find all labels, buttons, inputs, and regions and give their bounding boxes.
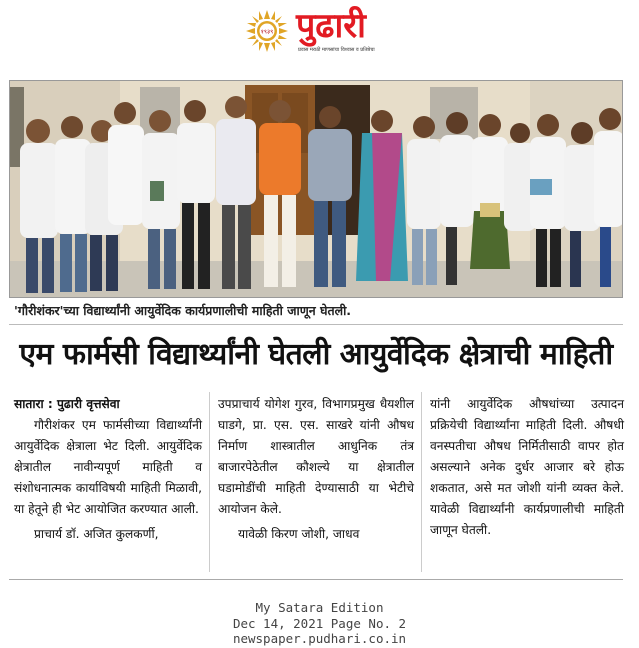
edition-site-link[interactable]: newspaper.pudhari.co.in bbox=[232, 631, 407, 646]
photo-caption: 'गौरीशंकर'च्या विद्यार्थ्यांनी आयुर्वेदिक कार्यप्रणालीची माहिती जाणून घेतली. bbox=[14, 303, 352, 318]
article-column-1 bbox=[14, 394, 202, 545]
article-dateline: सातारा : पुढारी वृत्तसेवा bbox=[14, 397, 120, 411]
article-paragraph: यांनी आयुर्वेदिक औषधांच्या उत्पादन प्रक्रियेची विद्यार्थ्यांना माहिती दिली. औषधी वनस्पतीचा औषध निर्मितीसाठी वापर होत असल्याने अनेक दुर्धर आजार बरे होऊ शकतात, असे मत जोशी यांनी व्यक्त केले. यावेळी विद्यार्थ्यांनी कार्यप्रणालीची माहिती जाणून घेतली. bbox=[430, 397, 624, 537]
pudhari-emblem-icon bbox=[246, 10, 288, 52]
article-headline: एम फार्मसी विद्यार्थ्यांनी घेतली आयुर्वेदिक क्षेत्राची माहिती bbox=[19, 337, 613, 372]
edition-footer bbox=[0, 600, 639, 647]
article-column-3 bbox=[430, 394, 624, 541]
article-paragraph: प्राचार्य डॉ. अजित कुलकर्णी, bbox=[34, 527, 159, 541]
footer-divider bbox=[9, 579, 623, 580]
group-photo bbox=[9, 80, 623, 298]
brand-logo: पुढारी bbox=[296, 6, 366, 46]
column-divider bbox=[421, 392, 422, 572]
edition-date-page: Dec 14, 2021 Page No. 2 bbox=[232, 615, 407, 631]
article-paragraph: उपप्राचार्य योगेश गुरव, विभागप्रमुख धैयशील घाडगे, प्रा. एस. एस. साखरे यांनी औषध निर्माण शास्त्रातील आधुनिक तंत्र बाजारपेठेतील कौशल्ये या क्षेत्रातील घडामोडींची माहिती देण्यासाठी या भेटीचे आयोजन केले. bbox=[218, 397, 414, 516]
article-column-2 bbox=[218, 394, 414, 545]
edition-name: My Satara Edition bbox=[255, 600, 384, 615]
brand-tagline: प्रवास मराठी माणसांचा विश्वास व प्रतिष्ठेचा bbox=[298, 47, 375, 53]
emblem-year: १९३९ bbox=[260, 28, 274, 36]
masthead bbox=[0, 0, 639, 74]
article-paragraph: यावेळी किरण जोशी, जाधव bbox=[238, 527, 360, 541]
article-paragraph: गौरीशंकर एम फार्मसीच्या विद्यार्थ्यांनी आयुर्वेदिक क्षेत्राला भेट दिली. आयुर्वेदिक क्षेत्रातील नावीन्यपूर्ण माहिती व संशोधनात्मक कार्याविषयी माहिती मिळावी, या हेतूने ही भेट आयोजित करण्यात आली. bbox=[14, 418, 202, 516]
column-divider bbox=[209, 392, 210, 572]
group-photo-image bbox=[10, 81, 623, 298]
caption-divider bbox=[9, 324, 623, 325]
